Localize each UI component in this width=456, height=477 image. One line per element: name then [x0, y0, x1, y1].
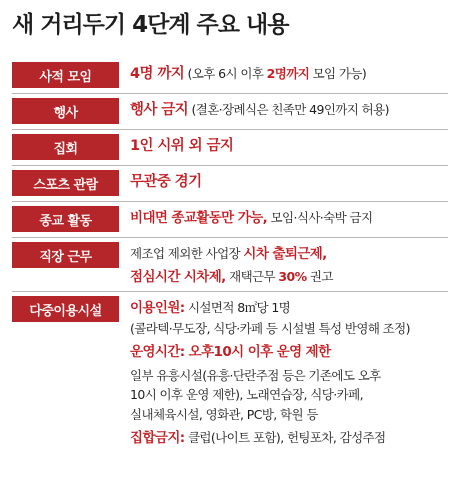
- religion-text: 모임·식사·숙박 금지: [267, 210, 373, 225]
- row-sports: [12, 170, 448, 196]
- work-text-2: 재택근무: [225, 269, 279, 284]
- divider: [12, 93, 448, 94]
- label-events: 행사: [12, 98, 119, 124]
- hours-text: 오후10시 이후 운영 제한: [184, 344, 331, 360]
- row-rally: [12, 134, 448, 160]
- divider: [12, 129, 448, 130]
- row-events: [12, 98, 448, 124]
- divider: [12, 201, 448, 202]
- divider: [12, 291, 448, 292]
- row-facilities: [12, 296, 448, 466]
- ban-head: 집합금지:: [130, 430, 185, 446]
- work-highlight-2: 점심시간 시차제,: [130, 269, 226, 285]
- capacity-note: (콜라텍·무도장, 식당·카페 등 시설별 특성 반영해 조정): [130, 320, 410, 336]
- row-private-gathering: [12, 62, 448, 88]
- capacity-text: 시설면적 8㎡당 1명: [184, 300, 291, 315]
- row-religion: [12, 206, 448, 232]
- work-text-3: 권고: [306, 269, 333, 284]
- row-work: [12, 242, 448, 290]
- events-main: 행사 금지: [130, 102, 189, 118]
- religion-main: 비대면 종교활동만 가능,: [130, 210, 268, 226]
- label-rally: 집회: [12, 134, 119, 160]
- rally-main: 1인 시위 외 금지: [130, 138, 234, 154]
- work-text: 제조업 제외한 사업장: [130, 246, 244, 261]
- divider: [12, 237, 448, 238]
- label-work: 직장 근무: [12, 242, 119, 268]
- label-facilities: 다중이용시설: [12, 296, 119, 322]
- private-gathering-text-end: 모임 가능): [309, 66, 367, 81]
- label-private-gathering: 사적 모임: [12, 62, 119, 88]
- hours-detail-3: 실내체육시설, 영화관, PC방, 학원 등: [130, 406, 318, 422]
- label-sports: 스포츠 관람: [12, 170, 119, 196]
- private-gathering-highlight: 2명까지: [266, 66, 310, 81]
- private-gathering-main: 4명 까지: [130, 66, 185, 82]
- private-gathering-text: (오후 6시 이후: [184, 66, 267, 81]
- ban-text: 클럽(나이트 포함), 헌팅포차, 감성주점: [184, 430, 386, 445]
- hours-detail-2: 10시 이후 운영 제한), 노래연습장, 식당·카페,: [130, 387, 363, 402]
- capacity-head: 이용인원:: [130, 300, 185, 316]
- sports-main: 무관중 경기: [130, 174, 202, 190]
- label-religion: 종교 활동: [12, 206, 119, 232]
- events-text: (결혼·장례식은 친족만 49인까지 허용): [188, 102, 389, 117]
- divider: [12, 165, 448, 166]
- page-title: 새 거리두기 4단계 주요 내용: [12, 12, 289, 38]
- work-percent: 30%: [278, 269, 307, 284]
- hours-head: 운영시간:: [130, 344, 185, 360]
- work-highlight-1: 시차 출퇴근제,: [243, 246, 327, 262]
- hours-detail-1: 일부 유흥시설(유흥·단란주점 등은 기존에도 오후: [130, 367, 381, 383]
